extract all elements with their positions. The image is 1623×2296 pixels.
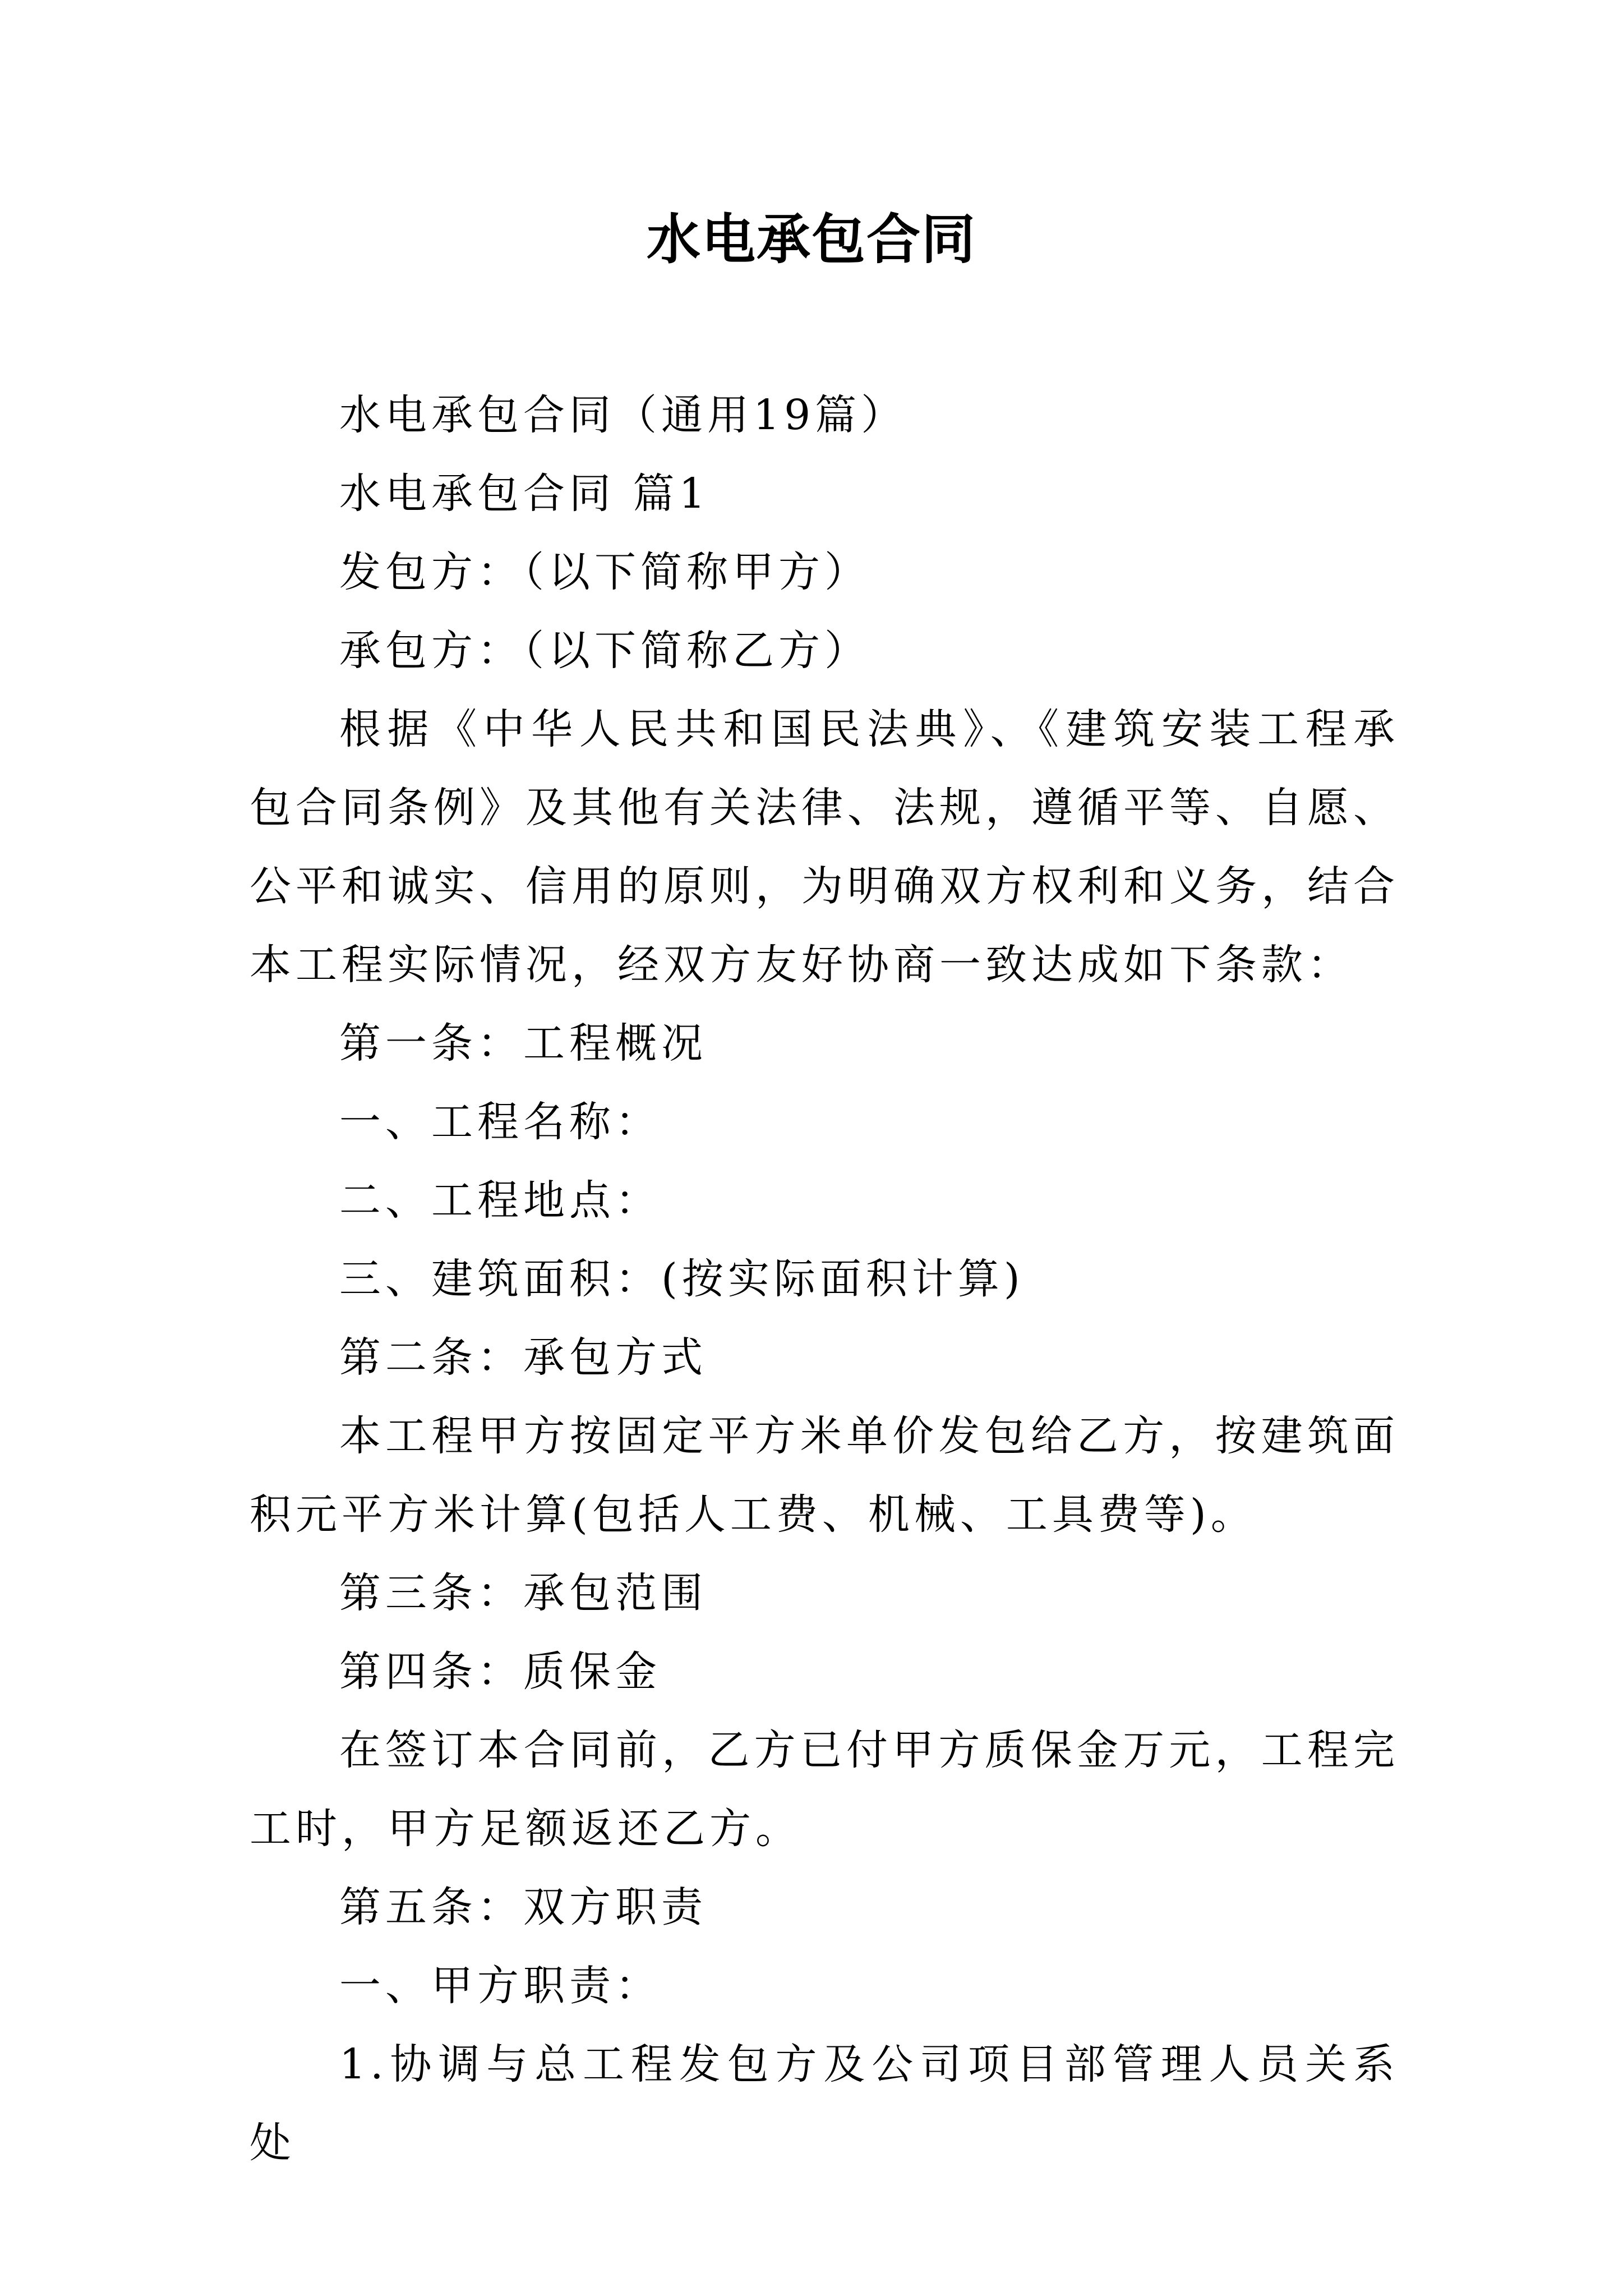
paragraph-article-5: 第五条：双方职责: [339, 1883, 707, 1931]
paragraph-duty-1: 1.协调与总工程发包方及公司项目部管理人员关系处: [250, 2040, 1399, 2167]
paragraph-building-area: 三、建筑面积：(按实际面积计算): [339, 1255, 1025, 1303]
paragraph-subtitle: 水电承包合同（通用19篇）: [339, 391, 907, 439]
paragraph-preamble: 根据《中华人民共和国民法典》、《建筑安装工程承包合同条例》及其他有关法律、法规，遵循平等、自愿、公平和诚实、信用的原则，为明确双方权利和义务，结合本工程实际情况，经双方友好协商一致达成如下条款：: [250, 705, 1399, 989]
paragraph-article-2: 第二条：承包方式: [339, 1333, 707, 1382]
paragraph-party-b: 承包方：（以下简称乙方）: [339, 627, 870, 675]
paragraph-party-a-duties: 一、甲方职责：: [339, 1962, 661, 2010]
document-title: 水电承包合同: [647, 208, 976, 271]
paragraph-article-3: 第三条：承包范围: [339, 1569, 707, 1617]
paragraph-article-4: 第四条：质保金: [339, 1648, 661, 1696]
paragraph-party-a: 发包方：（以下简称甲方）: [339, 548, 870, 596]
paragraph-project-name: 一、工程名称：: [339, 1098, 661, 1146]
document-body: [250, 376, 1399, 2182]
paragraph-deposit: 在签订本合同前，乙方已付甲方质保金万元，工程完工时，甲方足额返还乙方。: [250, 1726, 1399, 1853]
paragraph-project-location: 二、工程地点：: [339, 1176, 661, 1225]
paragraph-contract-method: 本工程甲方按固定平方米单价发包给乙方，按建筑面积元平方米计算(包括人工费、机械、工具费等)。: [250, 1412, 1399, 1539]
paragraph-article-1: 第一条：工程概况: [339, 1019, 707, 1068]
paragraph-section-heading: 水电承包合同 篇1: [339, 470, 710, 518]
